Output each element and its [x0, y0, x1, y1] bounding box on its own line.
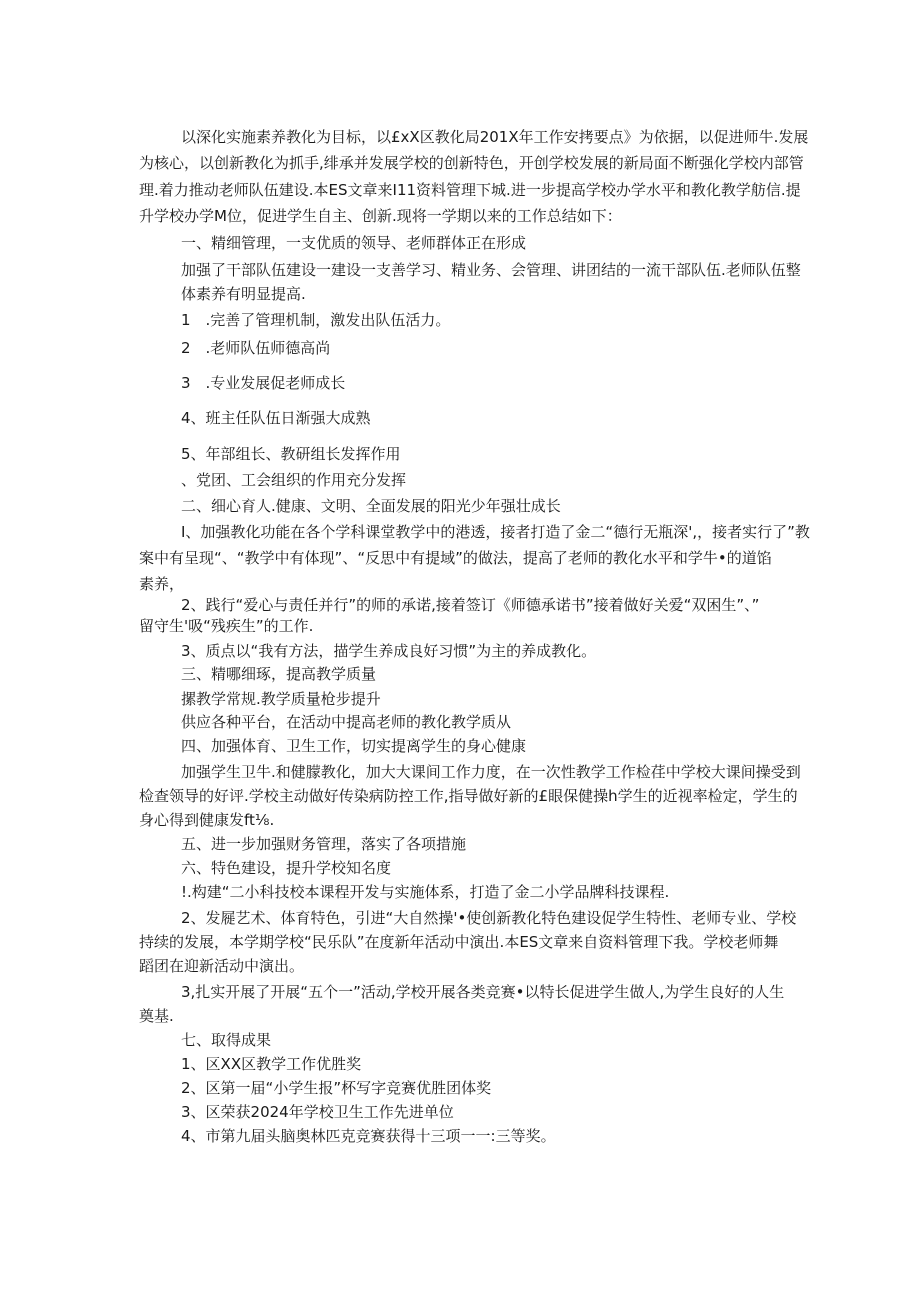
paragraph-intro-line-4: 升学校办学M位，促进学生自主、创新.现将一学期以来的工作总结如下： — [139, 207, 622, 225]
paragraph-line: 奠基. — [139, 1007, 174, 1025]
paragraph-line: 3、质点以“我有方法，描学生养成良好习惯”为主的养成教化。 — [181, 642, 597, 660]
section-heading-1: 一、精细管理，一支优质的领导、老师群体正在形成 — [181, 234, 527, 252]
paragraph-intro-line-3: 理.着力推动老师队伍建设.本ES文章来I11资料管理下城.进一步提高学校办学水平和教化教学舫信.提 — [139, 181, 801, 199]
paragraph-intro-line-2: 为核心，以创新教化为抓手,绯承并发展学校的创新特色，开创学校发展的新局面不断强化学校内部管 — [139, 154, 804, 172]
list-item: 1、区XX区教学工作优胜奖 — [181, 1055, 362, 1073]
list-item: 3、区荣获2024年学校卫生工作先进单位 — [181, 1103, 454, 1121]
list-item: 5、年部组长、教研组长发挥作用 — [181, 445, 401, 463]
list-item: 、党团、工会组织的作用充分发挥 — [181, 471, 407, 489]
list-item: 1 .完善了管理机制，激发出队伍活力。 — [181, 311, 451, 329]
list-item: 2、区第一届“小学生报”杯写字竞赛优胜团体奖 — [181, 1079, 492, 1097]
section-heading-3: 三、精哪细琢，提高教学质量 — [181, 665, 377, 683]
paragraph-line: 蹈团在迎新活动中演出。 — [139, 957, 305, 975]
paragraph-line: 2、践行“爱心与责任并行”的师的承诺,接着签订《师德承诺书”接着做好关爱“双困生”、” — [181, 596, 760, 614]
paragraph-line: 检查领导的好评.学校主动做好传染病防控工作,指导做好新的£眼保健操h学生的近视率检定，学生的 — [139, 787, 798, 805]
list-item: 4、市第九届头脑奥林匹克竞赛获得十三项一一:三等奖。 — [181, 1127, 556, 1145]
paragraph-line: 加强了干部队伍建设一建设一支善学习、精业务、会管理、讲团结的一流干部队伍.老师队伍整 — [181, 261, 801, 279]
paragraph-line: 2、发屣艺术、体育特色，引进“大自然操'•使创新教化特色建设促学生特性、老师专业、学校 — [181, 909, 797, 927]
section-heading-4: 四、加强体育、卫生工作，切实提离学生的身心健康 — [181, 737, 527, 755]
section-heading-2: 二、细心育人.健康、文明、全面发展的阳光少年强壮成长 — [181, 497, 561, 515]
paragraph-line: 持续的发展，本学期学校“民乐队”在度新年活动中演出.本ES文章来自资料管理下我。学校老师舞 — [139, 933, 779, 951]
paragraph-line: 留守生'吸“残疾生”的工作. — [139, 617, 314, 635]
paragraph-line: I、加强教化功能在各个学科课堂教学中的港透，接者打造了金二“德行无瓶深',，接者实行了”教 — [181, 523, 810, 541]
section-heading-6: 六、特色建设，提升学校知名度 — [181, 859, 392, 877]
paragraph-line: 摞教学常规.教学质量枪步提升 — [181, 690, 381, 708]
paragraph-line: 加强学生卫牛.和健朦教化，加大大课间工作力度，在一次性教学工作检荏中学校大课间操受到 — [181, 763, 801, 781]
paragraph-line: 体素养有明显提高. — [181, 285, 306, 303]
paragraph-line: 3,扎实开展了开展“五个一”活动,学校开展各类竞赛•以特长促进学生做人,为学生良好的人生 — [181, 983, 785, 1001]
list-item: 2 .老师队伍师德高尚 — [181, 339, 331, 357]
list-item: 4、班主任队伍日渐强大成熟 — [181, 409, 371, 427]
paragraph-line: 供应各种平台，在活动中提高老师的教化教学质从 — [181, 713, 512, 731]
paragraph-line: 身心得到健康发ft⅛. — [139, 811, 275, 829]
paragraph-line: 素养， — [139, 575, 185, 593]
paragraph-line: 案中有呈现“、“教学中有体现”、“反思中有提域”的做法，提高了老师的教化水平和学牛•的道馅 — [139, 549, 772, 567]
section-heading-5: 五、进一步加强财务管理，落实了各项措施 — [181, 835, 467, 853]
paragraph-line: !.构建“二小科技校本课程开发与实施体系，打造了金二小学品牌科技课程. — [181, 883, 670, 901]
paragraph-intro-line-1: 以深化实施素养教化为目标，以£xX区教化局201X年工作安拷要点》为依据，以促进师牛.发展 — [181, 128, 809, 146]
list-item: 3 .专业发展促老师成长 — [181, 374, 346, 392]
section-heading-7: 七、取得成果 — [181, 1031, 272, 1049]
